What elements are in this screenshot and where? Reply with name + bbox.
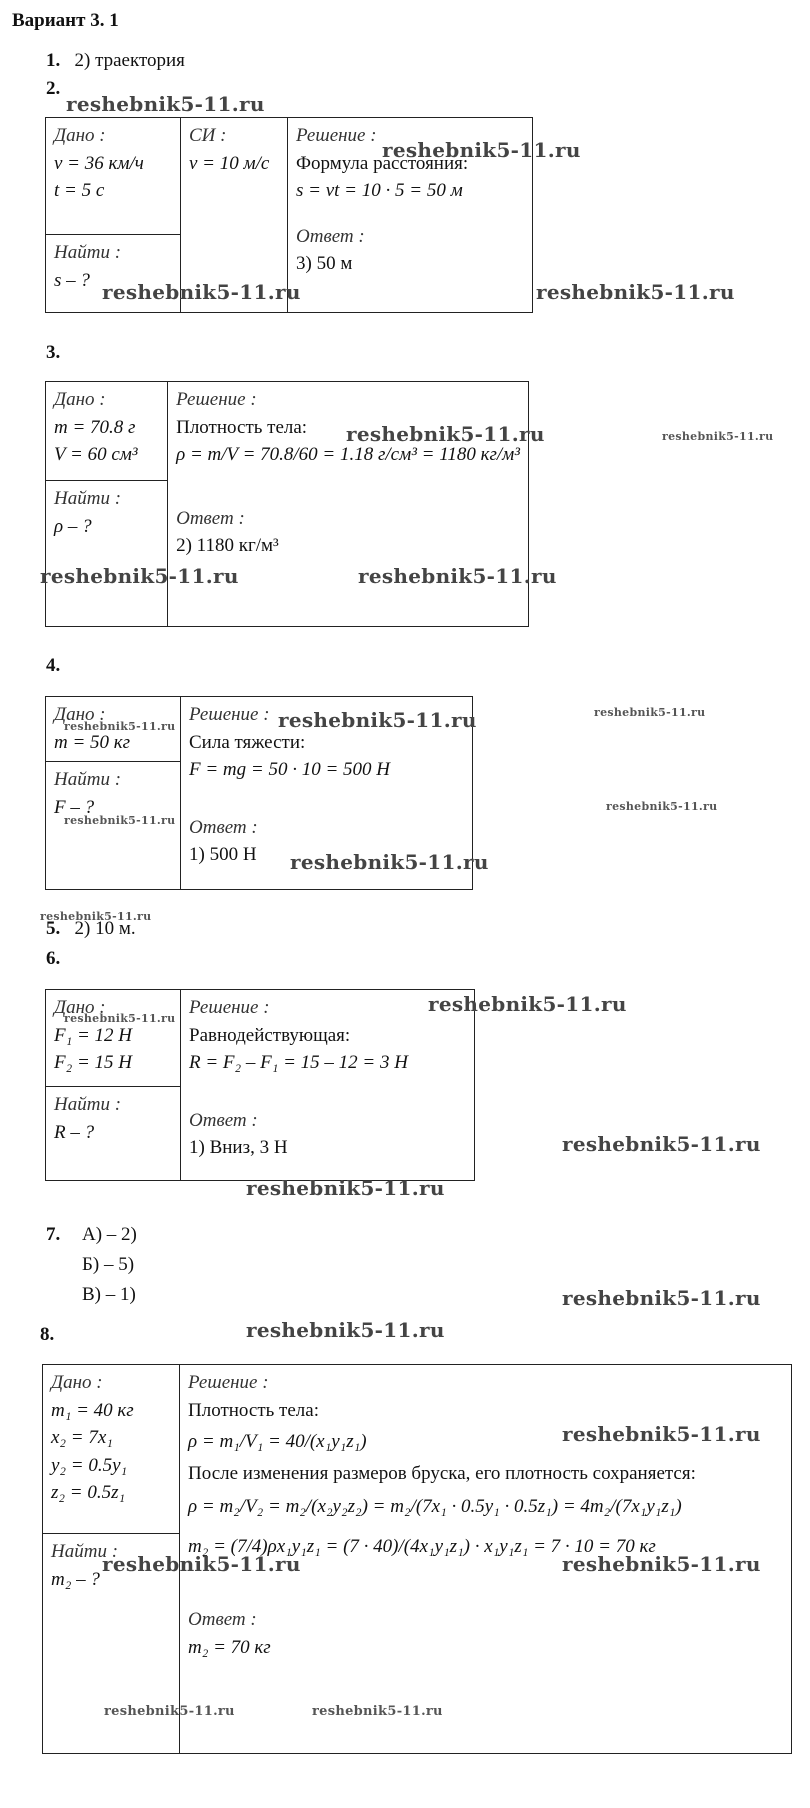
find-line: m₂ – ? xyxy=(51,1568,100,1590)
answer-line: 3) 50 м xyxy=(296,253,353,275)
solution-cell xyxy=(168,382,529,627)
answer-line: 1) Вниз, 3 Н xyxy=(189,1137,288,1159)
watermark: reshebnik5-11.ru xyxy=(562,1422,761,1446)
match-line: Б) – 5) xyxy=(82,1254,135,1275)
solution-line: Сила тяжести: xyxy=(189,731,306,753)
question-8-number: 8. xyxy=(40,1324,55,1345)
solution-line: Формула расстояния: xyxy=(296,152,469,174)
watermark: reshebnik5-11.ru xyxy=(64,814,176,827)
question-7 xyxy=(46,1220,137,1305)
watermark: reshebnik5-11.ru xyxy=(278,708,477,732)
watermark: reshebnik5-11.ru xyxy=(358,564,557,588)
given-header: Дано : xyxy=(51,1372,103,1393)
answer-line: m₂ = 70 кг xyxy=(188,1636,271,1658)
match-line: В) – 1) xyxy=(82,1284,136,1305)
watermark: reshebnik5-11.ru xyxy=(428,992,627,1016)
solution-line: ρ = m₂/V₂ = m₂/(x₂y₂z₂) = m₂/(7x₁ · 0.5y₁ · 0.5z₁) = 4m₂/(7x₁y₁z₁) xyxy=(188,1496,682,1518)
given-cell xyxy=(43,1365,180,1534)
watermark: reshebnik5-11.ru xyxy=(562,1552,761,1576)
question-3-number: 3. xyxy=(46,342,61,363)
find-header: Найти : xyxy=(54,1094,122,1115)
answer-line: 2) 1180 кг/м³ xyxy=(176,535,279,557)
question-2-number: 2. xyxy=(46,78,61,99)
watermark: reshebnik5-11.ru xyxy=(64,1012,176,1025)
answer-header: Ответ : xyxy=(296,225,365,247)
find-line: R – ? xyxy=(54,1121,95,1143)
answer-header: Ответ : xyxy=(176,507,245,529)
watermark: reshebnik5-11.ru xyxy=(40,910,152,923)
solution-line: s = vt = 10 · 5 = 50 м xyxy=(296,180,463,202)
find-line: F – ? xyxy=(54,796,95,818)
answer-header: Ответ : xyxy=(189,1109,258,1131)
watermark: reshebnik5-11.ru xyxy=(246,1318,445,1342)
watermark: reshebnik5-11.ru xyxy=(606,800,718,813)
watermark: reshebnik5-11.ru xyxy=(536,280,735,304)
given-line: t = 5 с xyxy=(54,180,105,202)
watermark: reshebnik5-11.ru xyxy=(64,720,176,733)
solution-line: Плотность тела: xyxy=(188,1399,319,1421)
watermark: reshebnik5-11.ru xyxy=(312,1704,443,1719)
given-line: m₁ = 40 кг xyxy=(51,1399,134,1421)
watermark: reshebnik5-11.ru xyxy=(246,1176,445,1200)
solution-line: ρ = m/V = 70.8/60 = 1.18 г/см³ = 1180 кг/м³ xyxy=(176,444,520,466)
given-line: v = 36 км/ч xyxy=(54,152,144,174)
solution-line: Плотность тела: xyxy=(176,416,308,438)
given-line: F₂ = 15 Н xyxy=(54,1052,133,1074)
answer-text: 2) 10 м. xyxy=(74,918,136,939)
watermark: reshebnik5-11.ru xyxy=(104,1704,235,1719)
answer-text: 2) траектория xyxy=(74,50,185,71)
watermark: reshebnik5-11.ru xyxy=(562,1132,761,1156)
question-6-number: 6. xyxy=(46,948,61,969)
find-header: Найти : xyxy=(51,1541,119,1562)
watermark: reshebnik5-11.ru xyxy=(66,92,265,116)
solution-line: m₂ = (7/4)ρx₁y₁z₁ = (7 · 40)/(4x₁y₁z₁) · x₁y₁z₁ = 7 · 10 = 70 кг xyxy=(188,1535,656,1557)
question-number: 5. xyxy=(46,918,61,939)
watermark: reshebnik5-11.ru xyxy=(662,430,774,443)
answer-header: Ответ : xyxy=(189,816,258,838)
given-line: V = 60 см³ xyxy=(54,444,138,466)
page-title: Вариант 3. 1 xyxy=(12,10,119,31)
watermark: reshebnik5-11.ru xyxy=(40,564,239,588)
watermark: reshebnik5-11.ru xyxy=(102,280,301,304)
question-number: 7. xyxy=(46,1224,61,1245)
find-line: s – ? xyxy=(54,269,90,291)
solution-line: F = mg = 50 · 10 = 500 Н xyxy=(189,759,391,781)
solution-line: ρ = m₁/V₁ = 40/(x₁y₁z₁) xyxy=(188,1431,367,1453)
solution-header: Решение : xyxy=(189,704,270,725)
question-4-number: 4. xyxy=(46,655,61,676)
solution-header: Решение : xyxy=(188,1372,269,1393)
match-line: А) – 2) xyxy=(82,1224,137,1245)
given-line: y₂ = 0.5y₁ xyxy=(51,1454,128,1476)
find-line: ρ – ? xyxy=(54,515,92,537)
si-line: v = 10 м/с xyxy=(189,152,270,174)
watermark: reshebnik5-11.ru xyxy=(346,422,545,446)
solution-header: Решение : xyxy=(296,125,377,146)
question-1 xyxy=(46,50,185,72)
given-line: m = 50 кг xyxy=(54,731,131,753)
given-cell xyxy=(46,382,168,481)
question-3-table xyxy=(45,381,529,627)
given-line: x₂ = 7x₁ xyxy=(51,1427,113,1449)
solution-line: Равнодействующая: xyxy=(189,1024,351,1046)
solution-line: После изменения размеров бруска, его плотность сохраняется: xyxy=(188,1462,696,1484)
find-header: Найти : xyxy=(54,242,122,263)
solution-line: R = F₂ – F₁ = 15 – 12 = 3 Н xyxy=(189,1052,408,1074)
given-header: Дано : xyxy=(54,125,106,146)
given-cell xyxy=(46,990,181,1087)
given-line: m = 70.8 г xyxy=(54,416,136,438)
watermark: reshebnik5-11.ru xyxy=(290,850,489,874)
answer-line: 1) 500 Н xyxy=(189,844,257,866)
given-line: F₁ = 12 Н xyxy=(54,1024,133,1046)
watermark: reshebnik5-11.ru xyxy=(562,1286,761,1310)
watermark: reshebnik5-11.ru xyxy=(102,1552,301,1576)
watermark: reshebnik5-11.ru xyxy=(594,706,706,719)
given-cell xyxy=(46,118,181,235)
given-header: Дано : xyxy=(54,389,106,410)
si-header: СИ : xyxy=(189,125,227,146)
solution-header: Решение : xyxy=(176,389,257,410)
find-header: Найти : xyxy=(54,769,122,790)
find-cell xyxy=(46,481,168,627)
watermark: reshebnik5-11.ru xyxy=(382,138,581,162)
solution-cell xyxy=(181,990,475,1181)
given-header: Дано : xyxy=(54,997,106,1018)
answer-header: Ответ : xyxy=(188,1609,257,1631)
find-cell xyxy=(46,1087,181,1181)
find-header: Найти : xyxy=(54,488,122,509)
given-header: Дано : xyxy=(54,704,106,725)
given-line: z₂ = 0.5z₁ xyxy=(51,1482,126,1504)
solution-header: Решение : xyxy=(189,997,270,1018)
question-number: 1. xyxy=(46,50,61,71)
